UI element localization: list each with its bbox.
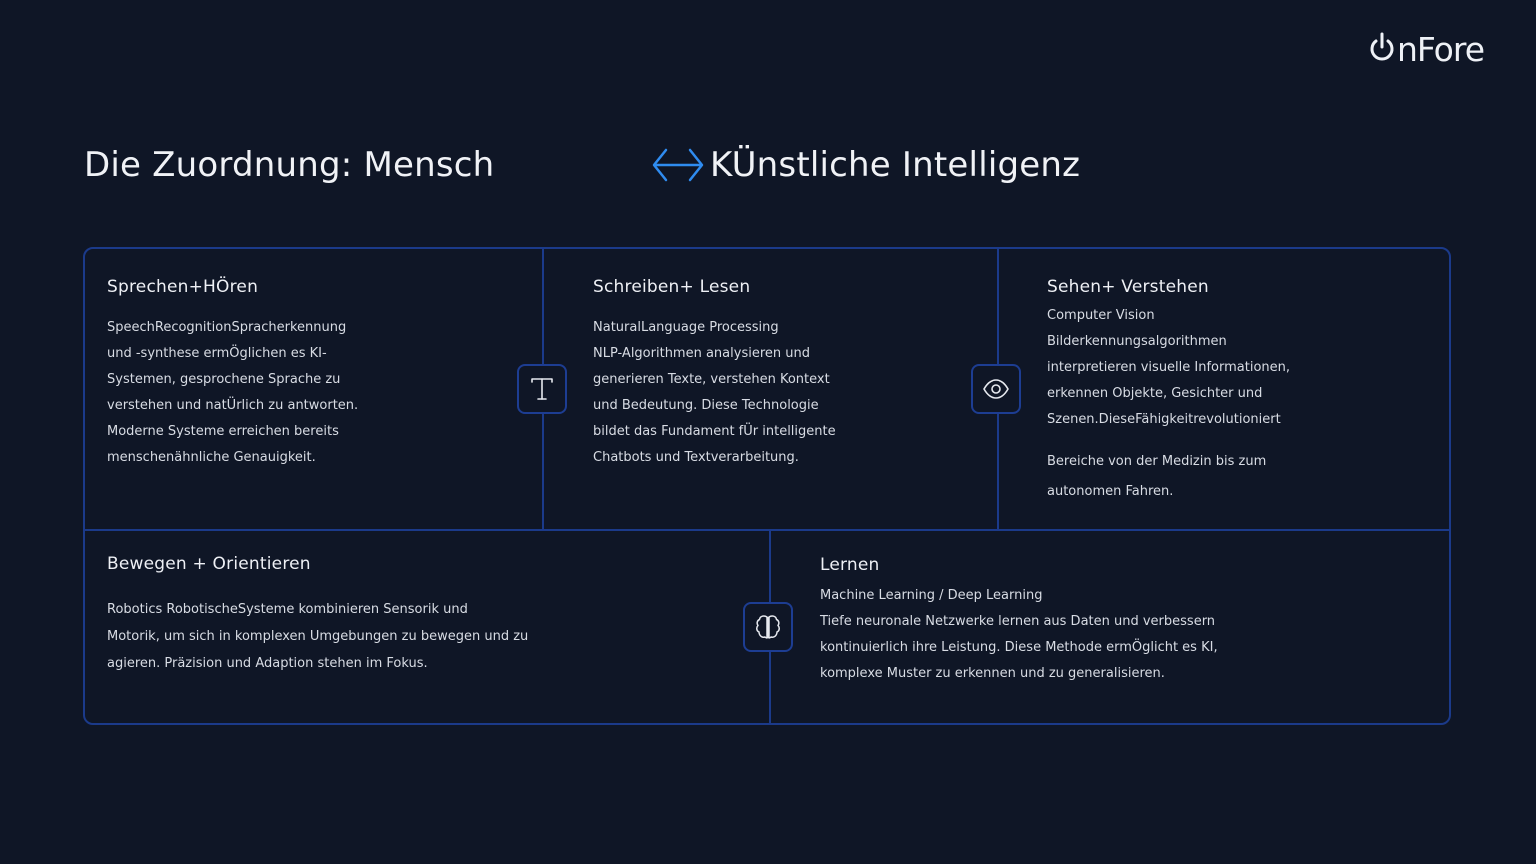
card-body-continued — [1047, 447, 1290, 507]
card-line: komplexe Muster zu erkennen und zu generalisieren. — [820, 666, 1165, 681]
grid-divider-horizontal — [85, 529, 1449, 531]
card-line: Chatbots und Textverarbeitung. — [593, 450, 799, 465]
card-line: Bilderkennungsalgorithmen — [1047, 334, 1227, 349]
card-line: Motorik, um sich in komplexen Umgebungen zu bewegen und zu — [107, 629, 529, 644]
power-icon — [1369, 32, 1395, 66]
heading-human: Die Zuordnung: Mensch — [84, 145, 495, 185]
card-line: agieren. Präzision und Adaption stehen im Fokus. — [107, 656, 428, 671]
card-line: Szenen.DieseFähigkeitrevolutioniert — [1047, 412, 1281, 427]
card-body — [1047, 303, 1290, 433]
card-line: SpeechRecognitionSpracherkennung — [107, 320, 347, 335]
card-line: Computer Vision — [1047, 308, 1155, 323]
card-line: Tiefe neuronale Netzwerke lernen aus Daten und verbessern — [820, 614, 1216, 629]
card-line: autonomen Fahren. — [1047, 484, 1174, 499]
page-heading — [84, 145, 1184, 197]
heading-ai: KÜnstliche Intelligenz — [710, 145, 1081, 185]
eye-icon — [971, 364, 1021, 414]
card-title: Sehen+ Verstehen — [1047, 277, 1209, 297]
onfore-logo — [1369, 28, 1484, 70]
card-title: Schreiben+ Lesen — [593, 277, 751, 297]
card-line: erkennen Objekte, Gesichter und — [1047, 386, 1263, 401]
card-line: generieren Texte, verstehen Kontext — [593, 372, 830, 387]
double-arrow-icon — [652, 145, 704, 185]
card-title: Sprechen+HÖren — [107, 277, 259, 297]
brain-icon — [743, 602, 793, 652]
card-title: Bewegen + Orientieren — [107, 554, 311, 574]
card-line: kontinuierlich ihre Leistung. Diese Methode ermÖglicht es KI, — [820, 640, 1218, 655]
mapping-grid — [83, 247, 1451, 725]
card-line: NaturalLanguage Processing — [593, 320, 779, 335]
card-body — [107, 315, 358, 471]
heading-ai-group — [652, 145, 1080, 185]
card-line: bildet das Fundament fÜr intelligente — [593, 424, 836, 439]
card-body — [593, 315, 836, 471]
card-line: und Bedeutung. Diese Technologie — [593, 398, 819, 413]
card-line: Systemen, gesprochene Sprache zu — [107, 372, 341, 387]
card-learning — [820, 555, 1218, 687]
card-line: verstehen und natÜrlich zu antworten. — [107, 398, 359, 413]
card-body — [107, 596, 528, 677]
card-vision — [1047, 277, 1290, 507]
card-line: menschenähnliche Genauigkeit. — [107, 450, 316, 465]
card-title: Lernen — [820, 555, 880, 575]
card-speech — [107, 277, 358, 471]
card-line: und -synthese ermÖglichen es KI- — [107, 346, 327, 361]
card-line: Robotics RobotischeSysteme kombinieren Sensorik und — [107, 602, 468, 617]
card-line: interpretieren visuelle Informationen, — [1047, 360, 1291, 375]
card-line: NLP-Algorithmen analysieren und — [593, 346, 810, 361]
card-body — [820, 583, 1218, 687]
logo-text: nFore — [1396, 29, 1484, 69]
card-line: Bereiche von der Medizin bis zum — [1047, 454, 1267, 469]
card-line: Moderne Systeme erreichen bereits — [107, 424, 339, 439]
text-t-icon — [517, 364, 567, 414]
card-movement — [107, 554, 528, 677]
card-writing — [593, 277, 836, 471]
card-line: Machine Learning / Deep Learning — [820, 588, 1043, 603]
